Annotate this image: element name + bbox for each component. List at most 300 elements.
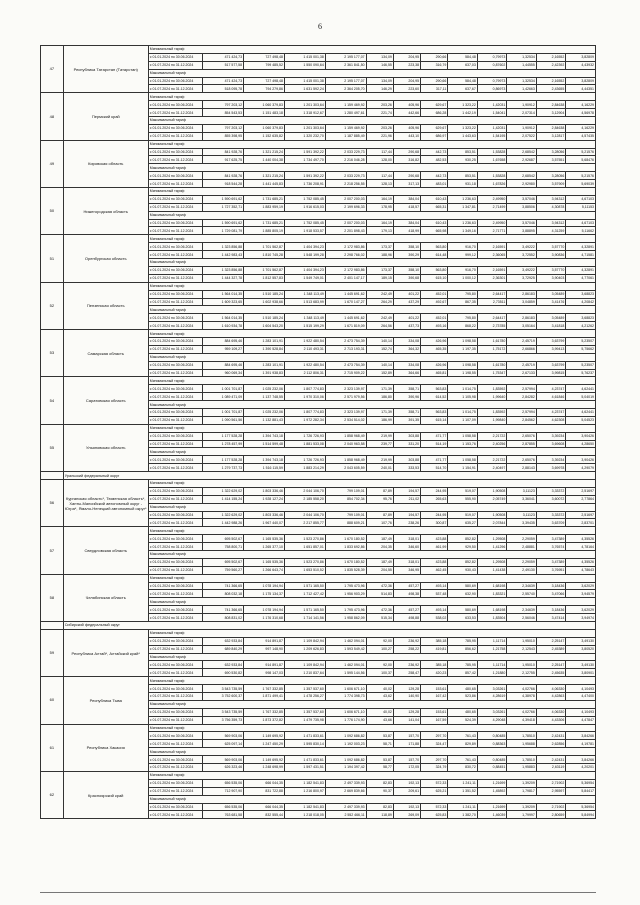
tariff-value: 5,36954 xyxy=(566,803,596,811)
tariff-value: 4,39418 xyxy=(507,716,537,724)
tariff-value: 1 154,91 xyxy=(448,464,478,472)
tariff-value: 2,57994 xyxy=(507,385,537,393)
tariff-value: 637,03 xyxy=(448,61,478,69)
tariff-value: 3,90426 xyxy=(566,456,596,464)
tariff-value: 2,88143 xyxy=(507,464,537,472)
tariff-value: 916,70 xyxy=(448,266,478,274)
tariff-value: 4,16229 xyxy=(566,124,596,132)
tariff-value: 2,42431 xyxy=(536,732,566,740)
tariff-value: 856,62 xyxy=(448,645,478,653)
tariff-value: 3,03261 xyxy=(477,685,507,693)
tariff-type-label: Максимальный тариф xyxy=(148,401,595,409)
period-label: с 01.01.2024 по 30.06.2024 xyxy=(148,456,202,464)
region-number: 55 xyxy=(41,424,64,471)
tariff-value: 1 442 988,26 xyxy=(203,519,244,527)
region-number: 60 xyxy=(41,677,64,724)
tariff-value: 1 885 805,19 xyxy=(244,227,285,235)
tariff-value: 3,11123 xyxy=(507,487,537,495)
tariff-value: 1 590 691,62 xyxy=(203,219,244,227)
tariff-value: 2 199 696,33 xyxy=(325,203,366,211)
tariff-value: 3,28056 xyxy=(536,148,566,156)
tariff-value: 0,80485 xyxy=(477,756,507,764)
tariff-value: 1 323,22 xyxy=(448,124,478,132)
tariff-value: 418,99 xyxy=(393,227,420,235)
tariff-value: 635,27 xyxy=(448,519,478,527)
tariff-value: 2 033 229,73 xyxy=(325,172,366,180)
tariff-value: 1 550 090,64 xyxy=(284,61,325,69)
tariff-value: 853,51 xyxy=(448,172,478,180)
tariff-value: 1 098,58 xyxy=(448,361,478,369)
tariff-value: 483,01 xyxy=(421,180,448,188)
tariff-value: 2,84282 xyxy=(507,393,537,401)
tariff-value: 2 364 205,70 xyxy=(325,85,366,93)
tariff-value: 1 177 528,28 xyxy=(203,432,244,440)
tariff-value: 523,86 xyxy=(448,693,478,701)
tariff-value: 799 109,01 xyxy=(325,511,366,519)
tariff-value: 1 090 561,56 xyxy=(203,416,244,424)
tariff-type-label: Максимальный тариф xyxy=(148,795,595,803)
tariff-value: 2,55740 xyxy=(507,590,537,598)
period-label: с 01.01.2024 по 30.06.2024 xyxy=(148,148,202,156)
tariff-value: 727 498,48 xyxy=(244,53,285,61)
tariff-value: 1 415 001,38 xyxy=(284,53,325,61)
tariff-value: 1,95010 xyxy=(507,637,537,645)
tariff-value: 2,71902 xyxy=(536,779,566,787)
tariff-value: 471 424,73 xyxy=(203,77,244,85)
tariff-value: 930,25 xyxy=(448,156,478,164)
tariff-value: 3,72925 xyxy=(507,274,537,282)
period-label: с 01.01.2024 по 30.06.2024 xyxy=(148,432,202,440)
tariff-value: 53,87 xyxy=(366,756,393,764)
tariff-value: 1,79997 xyxy=(507,811,537,819)
tariff-value: 4,31259 xyxy=(536,227,566,235)
tariff-value: 1 320 232,70 xyxy=(284,132,325,140)
tariff-value: 2,34639 xyxy=(507,606,537,614)
tariff-value: 1 165 535,36 xyxy=(244,535,285,543)
tariff-value: 917 625,75 xyxy=(203,156,244,164)
tariff-type-label: Минимальный тариф xyxy=(148,724,595,732)
region-name: Ульяновская область xyxy=(63,424,148,471)
tariff-value: 498,88 xyxy=(393,614,420,622)
tariff-value: 4,44351 xyxy=(566,85,596,93)
tariff-value: 3,84266 xyxy=(566,756,596,764)
tariff-value: 2,62856 xyxy=(536,740,566,748)
tariff-value: 2,16591 xyxy=(477,243,507,251)
tariff-value: 40,02 xyxy=(366,685,393,693)
tariff-value: 1 322 629,02 xyxy=(203,487,244,495)
period-label: с 01.01.2024 по 30.06.2024 xyxy=(148,511,202,519)
tariff-value: 1 548 199,28 xyxy=(284,251,325,259)
period-label: с 01.01.2024 по 30.06.2024 xyxy=(148,558,202,566)
tariff-value: 492,67 xyxy=(421,298,448,306)
tariff-value: 1,95688 xyxy=(507,740,537,748)
tariff-value: 1 248 698,99 xyxy=(244,764,285,772)
tariff-value: 855 398,95 xyxy=(203,132,244,140)
tariff-value: 1 922 480,54 xyxy=(284,337,325,345)
tariff-value: 3,72552 xyxy=(507,251,537,259)
tariff-value: 914 891,87 xyxy=(244,637,285,645)
tariff-value: 204,95 xyxy=(393,53,420,61)
tariff-value: 171,39 xyxy=(366,385,393,393)
tariff-value: 2,86183 xyxy=(507,314,537,322)
tariff-value: 493,16 xyxy=(421,322,448,330)
tariff-value: 2 497 339,93 xyxy=(325,803,366,811)
tariff-value: 2,34639 xyxy=(507,582,537,590)
tariff-value: 1 956 903,29 xyxy=(325,590,366,598)
tariff-value: 1,78510 xyxy=(507,756,537,764)
period-label: с 01.07.2024 по 31.12.2024 xyxy=(148,393,202,401)
tariff-value: 4,47847 xyxy=(566,716,596,724)
tariff-value: 761,43 xyxy=(448,756,478,764)
tariff-value: 3,05489 xyxy=(536,314,566,322)
tariff-value: 1,39209 xyxy=(507,779,537,787)
tariff-value: 333,53 xyxy=(393,464,420,472)
tariff-value: 4,32891 xyxy=(566,243,596,251)
tariff-value: 92,00 xyxy=(366,661,393,669)
period-label: с 01.07.2024 по 31.12.2024 xyxy=(148,61,202,69)
tariff-value: 1 348 113,49 xyxy=(284,314,325,322)
page-bottom-rule xyxy=(40,892,596,893)
tariff-value: 2 043 605,59 xyxy=(325,464,366,472)
tariff-value: 0,79973 xyxy=(477,53,507,61)
tariff-value: 4,42863 xyxy=(536,693,566,701)
tariff-value: 2 218 256,55 xyxy=(325,180,366,188)
tariff-type-label: Минимальный тариф xyxy=(148,282,595,290)
region-number: 54 xyxy=(41,377,64,424)
tariff-value: 1 513 683,99 xyxy=(284,298,325,306)
tariff-value: 1 958 862,09 xyxy=(325,614,366,622)
tariff-value: 759 560,27 xyxy=(203,566,244,574)
tariff-value: 2,49950 xyxy=(477,219,507,227)
tariff-value: 1,21699 xyxy=(477,803,507,811)
period-label: с 01.07.2024 по 31.12.2024 xyxy=(148,716,202,724)
tariff-value: 390,68 xyxy=(393,274,420,282)
tariff-value: 211,02 xyxy=(393,495,420,503)
period-label: с 01.07.2024 по 31.12.2024 xyxy=(148,369,202,377)
tariff-value: 1 597 431,51 xyxy=(284,764,325,772)
tariff-value: 1,83592 xyxy=(477,385,507,393)
tariff-value: 178,95 xyxy=(366,203,393,211)
tariff-value: 1 107,09 xyxy=(448,416,478,424)
region-name: Нижегородская область xyxy=(63,188,148,235)
tariff-value: 384,04 xyxy=(393,219,420,227)
tariff-value: 1 247 450,29 xyxy=(244,740,285,748)
tariff-value: 1 604 543,20 xyxy=(244,322,285,330)
tariff-value: 426,96 xyxy=(421,361,448,369)
tariff-value: 164,19 xyxy=(366,195,393,203)
tariff-value: 517 577,58 xyxy=(203,61,244,69)
tariff-value: 318,01 xyxy=(393,535,420,543)
tariff-value: 914 891,87 xyxy=(244,661,285,669)
tariff-value: 1 000,12 xyxy=(448,274,478,282)
tariff-value: 442,66 xyxy=(393,109,420,117)
tariff-value: 2,65076 xyxy=(507,456,537,464)
tariff-value: 4,62441 xyxy=(566,408,596,416)
tariff-value: 1 523 270,86 xyxy=(284,535,325,543)
tariff-value: 290,66 xyxy=(421,53,448,61)
tariff-value: 615,14 xyxy=(421,416,448,424)
tariff-value: 1 283 101,91 xyxy=(244,337,285,345)
tariff-value: 471,77 xyxy=(421,432,448,440)
tariff-type-label: Минимальный тариф xyxy=(148,424,595,432)
tariff-value: 514,70 xyxy=(421,464,448,472)
tariff-value: 2,66866 xyxy=(507,345,537,353)
tariff-value: 1 149 695,92 xyxy=(244,732,285,740)
tariff-value: 1 321 215,24 xyxy=(244,148,285,156)
tariff-value: 3,47414 xyxy=(536,614,566,622)
tariff-value: 1,29508 xyxy=(477,558,507,566)
tariff-value: 401,22 xyxy=(393,314,420,322)
tariff-value: 471 424,73 xyxy=(203,53,244,61)
tariff-value: 1 349,16 xyxy=(448,227,478,235)
tariff-value: 187,49 xyxy=(366,558,393,566)
tariff-value: 1 593 549,42 xyxy=(325,645,366,653)
region-number: 57 xyxy=(41,527,64,574)
tariff-value: 1 471 833,61 xyxy=(284,732,325,740)
tariff-value: 632 933,84 xyxy=(203,661,244,669)
table-row xyxy=(41,771,596,779)
tariff-value: 1 462 094,01 xyxy=(325,661,366,669)
tariff-value: 2 112 806,31 xyxy=(284,369,325,377)
tariff-value: 3 756 359,73 xyxy=(203,716,244,724)
tariff-value: 1 767 332,85 xyxy=(244,708,285,716)
tariff-type-label: Минимальный тариф xyxy=(148,771,595,779)
tariff-value: 442,73 xyxy=(421,148,448,156)
tariff-value: 385,18 xyxy=(421,637,448,645)
tariff-value: 1 564 014,35 xyxy=(203,314,244,322)
tariff-value: 2,77864 xyxy=(566,495,596,503)
tariff-value: 334,08 xyxy=(393,361,420,369)
period-label: с 01.07.2024 по 31.12.2024 xyxy=(148,787,202,795)
tariff-value: 1,79817 xyxy=(507,787,537,795)
region-name: Саратовская область xyxy=(63,377,148,424)
tariff-value: 117,44 xyxy=(366,148,393,156)
tariff-value: 3,68823 xyxy=(566,314,596,322)
tariff-value: 1,42663 xyxy=(507,85,537,93)
period-label: с 01.01.2024 по 30.06.2024 xyxy=(148,535,202,543)
tariff-value: 1 132 881,43 xyxy=(244,416,285,424)
tariff-value: 2,12755 xyxy=(507,669,537,677)
tariff-value: 1 394 743,18 xyxy=(244,432,285,440)
tariff-value: 3,39435 xyxy=(507,519,537,527)
tariff-value: 146,55 xyxy=(366,61,393,69)
tariff-value: 426,96 xyxy=(421,337,448,345)
tariff-value: 3,57909 xyxy=(536,180,566,188)
tariff-value: 188,96 xyxy=(366,251,393,259)
tariff-value: 0,88451 xyxy=(477,764,507,772)
tariff-value: 3,47389 xyxy=(536,558,566,566)
tariff-value: 1,41296 xyxy=(477,543,507,551)
tariff-value: 584,48 xyxy=(448,77,478,85)
tariff-value: 209,61 xyxy=(393,787,420,795)
tariff-value: 2 217 855,77 xyxy=(284,519,325,527)
tariff-value: 1 194 397,42 xyxy=(325,764,366,772)
tariff-type-label: Максимальный тариф xyxy=(148,700,595,708)
table-row xyxy=(41,377,596,385)
tariff-value: 1 323 856,88 xyxy=(203,243,244,251)
period-label: с 01.07.2024 по 31.12.2024 xyxy=(148,811,202,819)
region-number: 49 xyxy=(41,140,64,187)
table-row xyxy=(41,479,596,487)
tariff-value: 1 280 497,61 xyxy=(325,109,366,117)
tariff-value: 2,51697 xyxy=(566,511,596,519)
tariff-value: 194,57 xyxy=(393,511,420,519)
tariff-value: 1 712 427,42 xyxy=(284,590,325,598)
tariff-value: 785,95 xyxy=(448,637,478,645)
tariff-value: 514,19 xyxy=(421,440,448,448)
tariff-value: 888 609,21 xyxy=(325,519,366,527)
tariff-value: 152,74 xyxy=(366,345,393,353)
tariff-value: 4,23747 xyxy=(536,408,566,416)
tariff-value: 689 840,29 xyxy=(203,645,244,653)
tariff-value: 2,45719 xyxy=(507,337,537,345)
period-label: с 01.01.2024 по 30.06.2024 xyxy=(148,487,202,495)
tariff-type-label: Минимальный тариф xyxy=(148,527,595,535)
tariff-value: 1 283 101,91 xyxy=(244,361,285,369)
tariff-value: 794 279,86 xyxy=(244,85,285,93)
tariff-value: 3,84266 xyxy=(566,732,596,740)
region-name: Пермский край xyxy=(63,93,148,140)
tariff-value: 117,44 xyxy=(366,172,393,180)
tariff-value: 832 555,44 xyxy=(244,811,285,819)
tariff-value: 3,80901 xyxy=(566,669,596,677)
tariff-value: 5,84994 xyxy=(566,811,596,819)
tariff-value: 1 159 469,92 xyxy=(325,101,366,109)
tariff-value: 2,07314 xyxy=(507,109,537,117)
tariff-value: 3,39234 xyxy=(536,432,566,440)
tariff-value: 4,35526 xyxy=(566,535,596,543)
tariff-value: 3,69608 xyxy=(536,440,566,448)
tariff-value: 221,96 xyxy=(366,132,393,140)
tariff-value: 358,10 xyxy=(393,243,420,251)
tariff-value: 134,09 xyxy=(366,53,393,61)
period-label: с 01.01.2024 по 30.06.2024 xyxy=(148,803,202,811)
tariff-value: 53,87 xyxy=(366,732,393,740)
tariff-value: 0,79973 xyxy=(477,77,507,85)
tariff-value: 2,42392 xyxy=(536,61,566,69)
tariff-value: 173,37 xyxy=(366,266,393,274)
tariff-value: 1 137 748,55 xyxy=(244,393,285,401)
tariff-type-label: Минимальный тариф xyxy=(148,574,595,582)
tariff-value: 695 502,67 xyxy=(203,558,244,566)
tariff-value: 1,83592 xyxy=(477,408,507,416)
tariff-value: 1 177 528,28 xyxy=(203,456,244,464)
tariff-value: 3,57770 xyxy=(536,266,566,274)
tariff-value: 1,99840 xyxy=(477,416,507,424)
tariff-value: 2 044 106,70 xyxy=(284,487,325,495)
period-label: с 01.07.2024 по 31.12.2024 xyxy=(148,85,202,93)
region-name: Республика Хакасия xyxy=(63,724,148,771)
tariff-value: 997 148,90 xyxy=(244,645,285,653)
tariff-value: 58,77 xyxy=(366,764,393,772)
tariff-value: 1 058,58 xyxy=(448,456,478,464)
tariff-value: 204,55 xyxy=(366,566,393,574)
tariff-value: 741 366,65 xyxy=(203,606,244,614)
tariff-value: 999,12 xyxy=(448,251,478,259)
tariff-value: 3,63799 xyxy=(536,337,566,345)
tariff-value: 437,29 xyxy=(393,298,420,306)
tariff-value: 614,48 xyxy=(421,251,448,259)
region-number: 53 xyxy=(41,330,64,377)
tariff-value: 3,05164 xyxy=(507,322,537,330)
tariff-value: 741 366,65 xyxy=(203,582,244,590)
tariff-value: 1 443,63 xyxy=(448,132,478,140)
tariff-value: 2,64417 xyxy=(477,290,507,298)
tariff-value: 2 216 046,28 xyxy=(325,156,366,164)
tariff-value: 1,90508 xyxy=(477,511,507,519)
period-label: с 01.01.2024 по 30.06.2024 xyxy=(148,337,202,345)
tariff-value: 303,88 xyxy=(393,432,420,440)
tariff-value: 153,61 xyxy=(421,685,448,693)
tariff-value: 1 391 938,83 xyxy=(244,369,285,377)
tariff-value: 2,92687 xyxy=(507,156,537,164)
tariff-value: 727 498,48 xyxy=(244,77,285,85)
tariff-value: 3,18436 xyxy=(536,582,566,590)
period-label: с 01.01.2024 по 30.06.2024 xyxy=(148,685,202,693)
tariff-value: 0,88363 xyxy=(477,740,507,748)
tariff-value: 1 591 392,22 xyxy=(284,172,325,180)
tariff-type-label: Максимальный тариф xyxy=(148,69,595,77)
tariff-value: 1 109 842,94 xyxy=(284,637,325,645)
tariff-value: 258,22 xyxy=(393,645,420,653)
tariff-value: 1 803 336,46 xyxy=(244,511,285,519)
tariff-value: 2 571 979,56 xyxy=(325,393,366,401)
tariff-value: 3,12904 xyxy=(536,109,566,117)
tariff-value: 1 151 483,18 xyxy=(244,109,285,117)
tariff-value: 452,01 xyxy=(421,314,448,322)
tariff-value: 258,47 xyxy=(393,669,420,677)
tariff-value: 2 669 839,66 xyxy=(325,787,366,795)
tariff-value: 867,35 xyxy=(448,298,478,306)
period-label: с 01.07.2024 по 31.12.2024 xyxy=(148,590,202,598)
tariff-value: 3,80520 xyxy=(566,645,596,653)
tariff-value: 1 471 833,61 xyxy=(284,756,325,764)
tariff-value: 317,13 xyxy=(393,180,420,188)
region-name: Челябинская область xyxy=(63,574,148,621)
tariff-value: 1 922 480,54 xyxy=(284,361,325,369)
tariff-value: 1,11714 xyxy=(477,637,507,645)
tariff-value: 290,68 xyxy=(393,172,420,180)
tariff-value: 1 394 743,18 xyxy=(244,456,285,464)
region-name: Самарская область xyxy=(63,330,148,377)
tariff-value: 318,01 xyxy=(393,558,420,566)
tariff-value: 4,43306 xyxy=(536,716,566,724)
tariff-value: 2,80659 xyxy=(536,811,566,819)
tariff-value: 1 729 081,79 xyxy=(203,227,244,235)
period-label: с 01.01.2024 по 30.06.2024 xyxy=(148,53,202,61)
tariff-value: 1,42031 xyxy=(477,101,507,109)
tariff-value: 364,66 xyxy=(393,369,420,377)
tariff-value: 1,44555 xyxy=(507,61,537,69)
tariff-value: 391,35 xyxy=(393,416,420,424)
tariff-value: 95,76 xyxy=(366,495,393,503)
tariff-value: 423,88 xyxy=(421,535,448,543)
tariff-value: 384,04 xyxy=(393,195,420,203)
tariff-value: 1 609 323,65 xyxy=(203,298,244,306)
tariff-type-label: Минимальный тариф xyxy=(148,188,595,196)
tariff-value: 1 014,75 xyxy=(448,408,478,416)
tariff-value: 1 192 003,23 xyxy=(325,740,366,748)
tariff-value: 331,20 xyxy=(393,440,420,448)
tariff-value: 2,73511 xyxy=(477,298,507,306)
tariff-value: 405,96 xyxy=(393,101,420,109)
tariff-value: 1 651 857,01 xyxy=(284,543,325,551)
tariff-value: 390,96 xyxy=(393,393,420,401)
tariff-value: 465,81 xyxy=(421,369,448,377)
tariff-value: 518 095,78 xyxy=(203,85,244,93)
district-spacer xyxy=(41,472,64,480)
tariff-value: 1 442,19 xyxy=(448,109,478,117)
